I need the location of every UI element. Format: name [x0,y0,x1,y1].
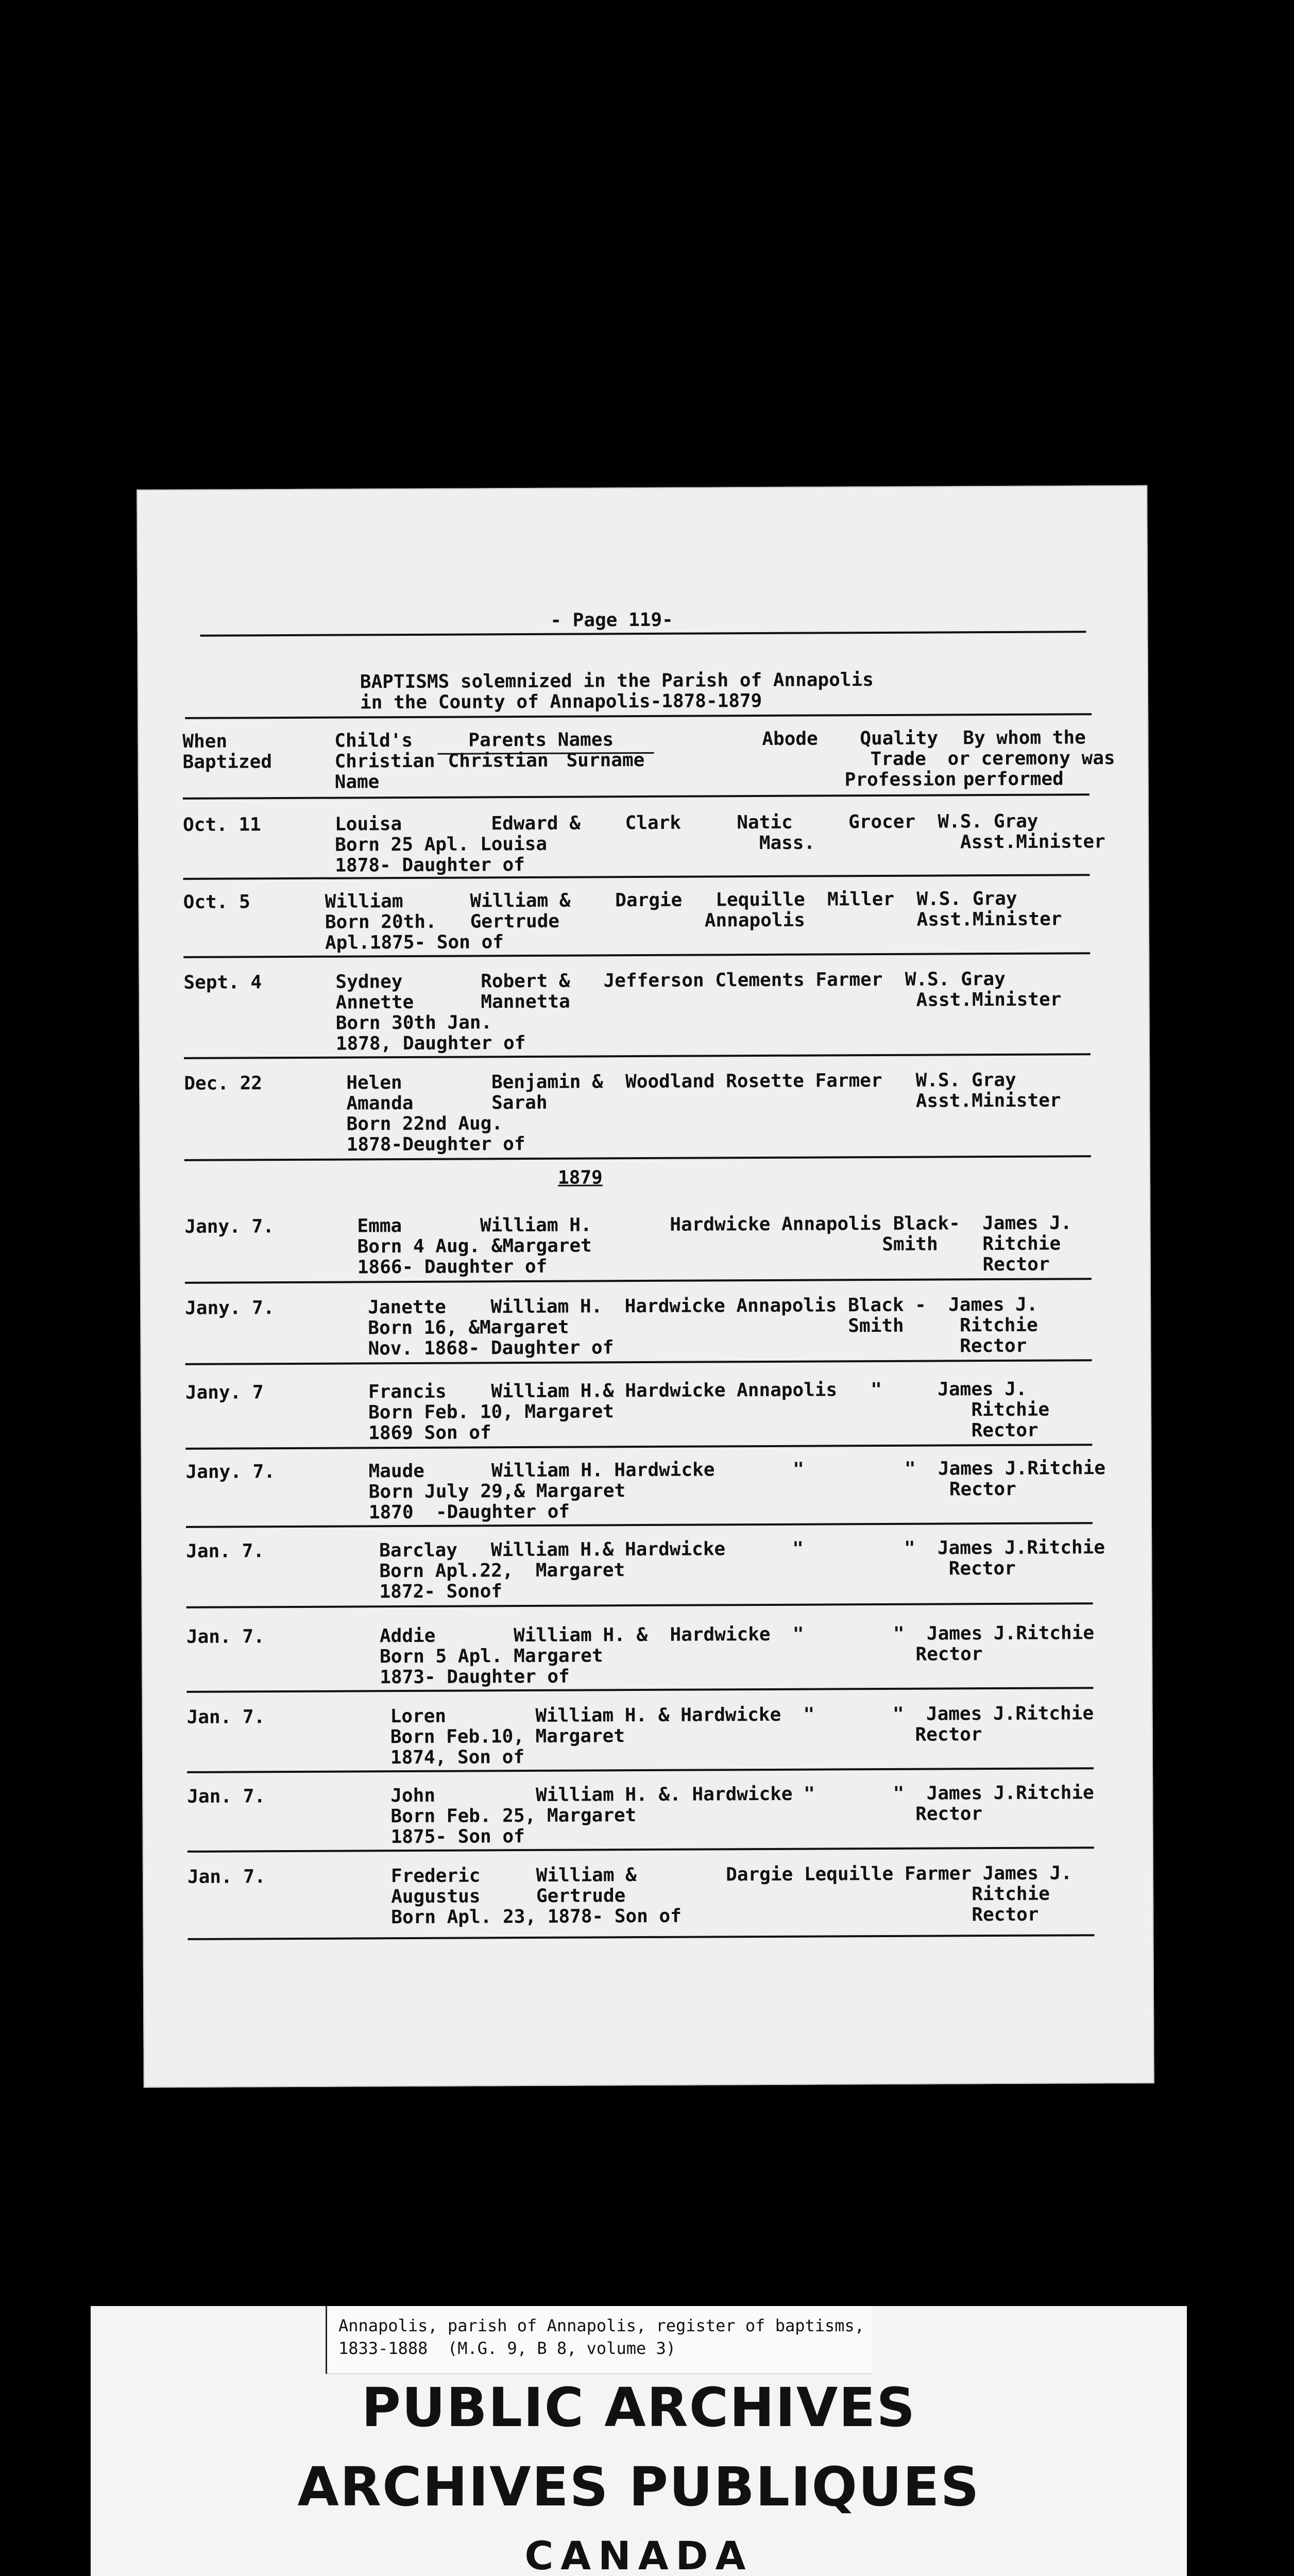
header-rule [200,631,1086,637]
entry-rule [188,1934,1095,1940]
entry-line: Loren William H. & Hardwicke " " James J.Ritchie [390,1703,1094,1727]
entry-line: 1878- Daughter of [335,854,525,876]
entry-line: Born July 29,& Margaret Rector [368,1478,1016,1503]
col-quality-3: Profession [844,769,957,791]
entry-line: 1873- Daughter of [380,1666,570,1688]
col-by-whom-1: By whom the [963,727,1086,749]
entry-line: Addie William H. & Hardwicke " " James J.Ritchie [379,1622,1095,1647]
title-rule [185,713,1092,719]
entry-rule [188,1846,1094,1853]
col-quality-1: Quality [860,727,939,750]
entry-date: Jany. 7. [185,1461,276,1483]
entry-line: Annette Mannetta Asst.Minister [335,989,1062,1013]
label-line-1: Annapolis, parish of Annapolis, register of baptisms, [338,2316,865,2335]
entry-line: Louisa Edward & Clark Natic Grocer W.S. Gray [334,810,1038,835]
entry-line: Frederic William & Dargie Lequille Farmer James J. [390,1862,1072,1887]
entry-line: Augustus Gertrude Ritchie [391,1883,1050,1908]
entry-line: Sydney Robert & Jefferson Clements Farmer W.S. Gray [335,968,1006,993]
entry-line: Born 30th Jan. [335,1012,492,1034]
entry-line: 1878, Daughter of [335,1032,526,1055]
col-parents-surname: Surname [566,749,645,771]
entry-line: Emma William H. Hardwicke Annapolis Black- James J. [357,1212,1072,1237]
entry-line: William William & Dargie Lequille Miller W.S. Gray [325,888,1017,912]
entry-rule [183,874,1090,880]
col-when-2: Baptized [182,751,273,773]
entry-date: Dec. 22 [184,1073,263,1094]
entry-date: Jany. 7. [185,1297,275,1319]
entry-line: Born 4 Aug. &Margaret Smith Ritchie [357,1233,1061,1258]
entry-date: Sept. 4 [183,972,262,993]
entry-date: Jan. 7. [186,1540,265,1562]
entry-line: 1878-Deughter of [346,1133,525,1156]
entry-line: Born 25 Apl. Louisa Mass. Asst.Minister [335,831,1105,856]
title-line-1: BAPTISMS solemnized in the Parish of Annapolis [360,669,874,693]
entry-date: Jan. 7. [187,1786,266,1807]
column-header-rule [183,793,1089,800]
entry-line: Maude William H. Hardwicke " " James J.Ritchie [368,1458,1106,1482]
entry-date: Jan. 7. [186,1706,265,1728]
entry-line: Amanda Sarah Asst.Minister [346,1090,1061,1114]
entry-line: Born 16, &Margaret Smith Ritchie [368,1314,1038,1339]
entry-date: Jan. 7. [186,1626,265,1648]
title-line-2: in the County of Annapolis-1878-1879 [360,690,762,714]
archive-card [91,2306,1187,2576]
entry-line: Born 22nd Aug. [346,1113,503,1135]
col-parents-christian: Christian [448,750,549,772]
col-quality-2: Trade [870,748,927,770]
entry-line: Born Apl. 23, 1878- Son of Rector [391,1904,1039,1928]
entry-rule [185,1278,1092,1284]
entry-line: 1872- Sonof [379,1581,503,1603]
col-abode: Abode [762,728,818,750]
entry-line: 1870 -Daughter of [368,1501,570,1523]
entry-line: Francis William H.& Hardwicke Annapolis " James J. [368,1378,1027,1403]
col-when-1: When [182,731,228,752]
entry-line: Born 20th. Gertrude Annapolis Asst.Minister [325,908,1062,933]
entry-line: Barclay William H.& Hardwicke " " James J.Ritchie [379,1537,1105,1562]
entry-rule [186,1687,1093,1693]
entry-line: 1869 Son of Rector [368,1419,1038,1444]
entry-line: Apl.1875- Son of [325,931,504,954]
col-child-3: Name [334,771,380,793]
entry-date: Oct. 11 [182,814,261,836]
entry-line: Nov. 1868- Daughter of Rector [368,1335,1027,1360]
entry-line: 1866- Daughter of Rector [357,1253,1050,1278]
year-heading: 1879 [557,1167,603,1189]
entry-rule [183,952,1090,958]
archives-publiques: ARCHIVES PUBLIQUES [297,2455,980,2518]
archive-label [326,2306,872,2374]
entry-date: Jany. 7. [184,1216,274,1238]
entry-rule [185,1359,1092,1365]
register-page [137,485,1154,2088]
entry-line: John William H. &. Hardwicke " " James J.Ritchie [390,1782,1094,1807]
col-by-whom-2: or ceremony was [947,748,1115,770]
entry-line: Born Feb. 25, Margaret Rector [390,1803,983,1827]
col-parents: Parents Names [468,729,614,751]
entry-date: Jan. 7. [187,1866,266,1888]
entry-line: Helen Benjamin & Woodland Rosette Farmer W.S. Gray [346,1069,1016,1094]
entry-rule [184,1053,1091,1059]
entry-line: Born Feb. 10, Margaret Ritchie [368,1399,1050,1423]
entry-line: Born Apl.22, Margaret Rector [379,1557,1016,1582]
entry-date: Jany. 7 [185,1382,264,1403]
entry-line: 1874, Son of [390,1747,525,1769]
page-header: - Page 119- [550,609,673,631]
public-archives: PUBLIC ARCHIVES [361,2376,916,2439]
entry-line: Born 5 Apl. Margaret Rector [380,1643,983,1668]
col-child-2: Christian [334,750,435,772]
entry-rule [185,1444,1092,1450]
entry-rule [186,1602,1093,1608]
label-line-2: 1833-1888 (M.G. 9, B 8, volume 3) [338,2338,676,2358]
canada: CANADA [524,2533,753,2576]
entry-line: 1875- Son of [390,1826,525,1848]
col-by-whom-3: performed [963,768,1064,790]
entry-date: Oct. 5 [183,891,250,913]
entry-line: Born Feb.10, Margaret Rector [390,1724,982,1748]
col-child-1: Child's [334,730,413,752]
entry-line: Janette William H. Hardwicke Annapolis Black - James J. [368,1294,1038,1318]
entry-rule [187,1767,1094,1773]
entry-rule [186,1522,1093,1528]
entry-rule [184,1155,1091,1161]
